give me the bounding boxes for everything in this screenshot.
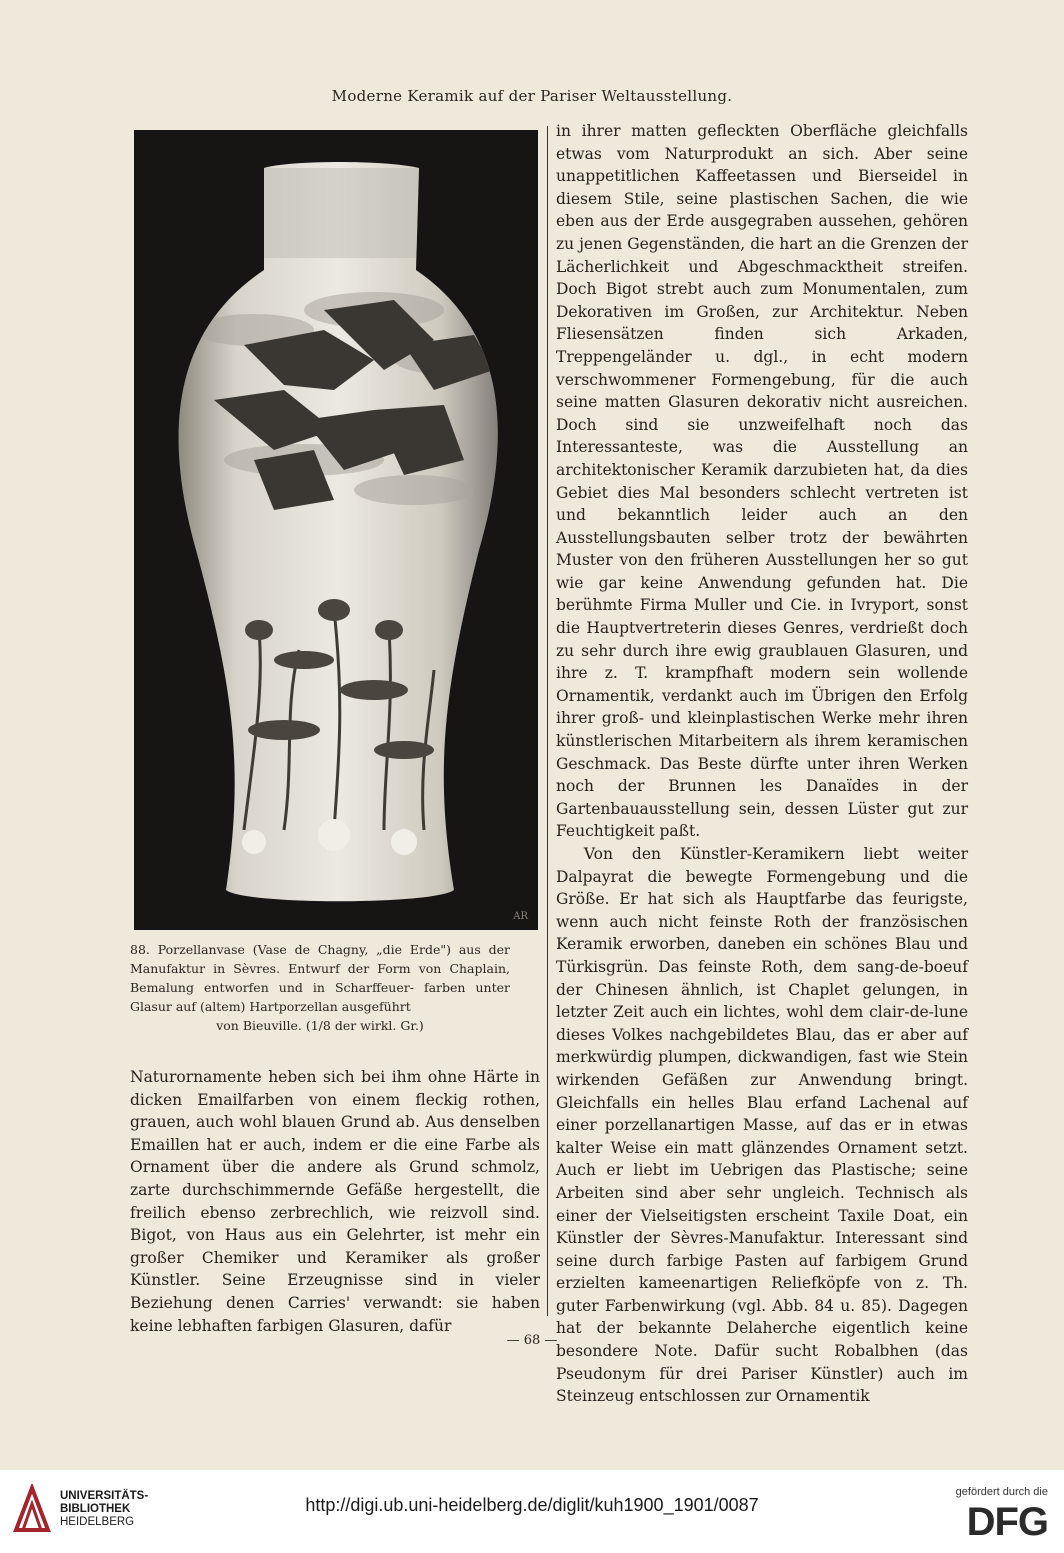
library-name-line: HEIDELBERG [60,1516,135,1528]
artist-monogram: AR [513,911,528,922]
left-text-column [130,1066,540,1337]
paragraph: in ihrer matten gefleckten Oberfläche gleichfalls etwas vom Naturprodukt an sich. Aber seine unappetitlichen Kaffeetassen und Bierseidel in diesem Stile, seine plastischen Sachen, die wie eben aus der Erde ausgegraben aussehen, gehören zu jenen Gegenständen, die hart an die Grenzen der Lächerlichkeit und Abgeschmacktheit streifen. Doch Bigot strebt auch zum Monumentalen, zum Dekorativen im Großen, zur Architektur. Neben Fliesensätzen finden sich Arkaden, Treppengeländer u. dgl., in echt modern verschwommener Formengebung, für die auch seine matten Glasuren dekorativ nicht ausreichen. Doch sind sie unzweifelhaft noch das Interessanteste, was die Ausstellung an architektonischer Keramik darzubieten hat, da dies Gebiet dies Mal besonders schlecht vertreten ist und bekanntlich leider auch an den Ausstellungsbauten selber trotz der bewährten Muster von den früheren Ausstellungen her so gut wie gar keine Anwendung gefunden hat. Die berühmte Firma Muller und Cie. in Ivryport, sonst die Hauptvertreterin dieses Genres, verdrießt doch zu sehr durch ihre ewig graublauen Glasuren, und ihre z. T. krampfhaft modern sein wollende Ornamentik, verdankt auch im Übrigen den Erfolg ihrer groß- und kleinplastischen Werke mehr ihren künstlerischen Mitarbeitern als ihrem keramischen Geschmack. Das Beste dürfte unter ihren Werken noch der Brunnen les Danaïdes in der Gartenbauausstellung sein, dessen Lüster gut zur Feuchtigkeit paßt. [556,122,968,841]
dfg-logo: DFG [966,1500,1048,1544]
funding-note: gefördert durch die [955,1486,1048,1498]
caption-line: 88. Porzellanvase (Vase de Chagny, „die Erde") aus [130,942,481,957]
caption-line: der Manufaktur in Sèvres. Entwurf der Form von [130,942,510,976]
library-name-line: UNIVERSITÄTS- [60,1490,149,1502]
figure-caption [130,940,510,1035]
library-name-line: BIBLIOTHEK [60,1503,131,1515]
paragraph: Naturornamente heben sich bei ihm ohne Härte in dicken Emailfarben von einem fleckig rothen, grauen, auch wohl blauen Grund ab. Aus denselben Emaillen hat er auch, indem er die eine Farbe als Ornament über die andere als Grund schmolz, zarte durchschimmernde Gefäße hergestellt, die freilich ebenso zerbrechlich, wie reizvoll sind. Bigot, von Haus aus ein Gelehrter, ist mehr ein großer Chemiker und Keramiker als großer Künstler. Seine Erzeugnisse sind in vieler Beziehung denen Carries' verwandt: sie haben keine lebhaften farbigen Glasuren, dafür [130,1068,540,1335]
digitization-footer [0,1470,1064,1553]
caption-line: farben unter Glasur auf (altem) Hartporzellan ausgeführt [130,980,510,1014]
right-text-column [556,120,968,1408]
paragraph: Von den Künstler-Keramikern liebt weiter Dalpayrat die bewegte Formengebung und die Größe. Er hat sich als Hauptfarbe das feurigste, wenn auch nicht feinste Roth der französischen Keramik erworben, daneben ein schönes Blau und Türkisgrün. Das feinste Roth, dem sang-de-boeuf der Chinesen ähnlich, ist Chaplet gelungen, in letzter Zeit auch ein lichtes, wohl dem clair-de-lune dieses Volkes nachgebildetes Blau, das er aber auf merkwürdig plumpen, dickwandigen, fast wie Stein wirkenden Gefäßen zur Anwendung bringt. Gleichfalls ein helles Blau erfand Lachenal auf einer porzellanartigen Masse, auf das er in etwas kalter Weise ein matt glänzendes Ornament setzt. Auch er liebt im Uebrigen das Plastische; seine Arbeiten sind aber sehr ungleich. Technisch als einer der Vielseitigsten erscheint Taxile Doat, ein Künstler der Sèvres-Manufaktur. Interessant sind seine durch farbige Pasten auf farbigem Grund erzielten kameenartigen Reliefköpfe von z. Th. guter Farbenwirkung (vgl. Abb. 84 u. 85). Dagegen hat der bekannte Delaherche eigentlich keine besondere Note. Dafür sucht Robalbhen (das Pseudonym für drei Pariser Künstler) auch im Steinzeug entschlossen zur Ornamentik [556,845,968,1406]
vase-illustration [134,130,538,930]
permalink[interactable]: http://digi.ub.uni-heidelberg.de/diglit/kuh1900_1901/0087 [305,1495,759,1515]
caption-line: von Bieuville. (1/8 der wirkl. Gr.) [216,1018,424,1033]
vase-photograph [134,130,538,930]
running-head: Moderne Keramik auf der Pariser Weltausstellung. [331,87,733,105]
caption-line: Chaplain, Bemalung entworfen und in Scharffeuer- [130,961,510,995]
column-divider [547,126,548,1316]
page-number: — 68 — [506,1333,558,1348]
